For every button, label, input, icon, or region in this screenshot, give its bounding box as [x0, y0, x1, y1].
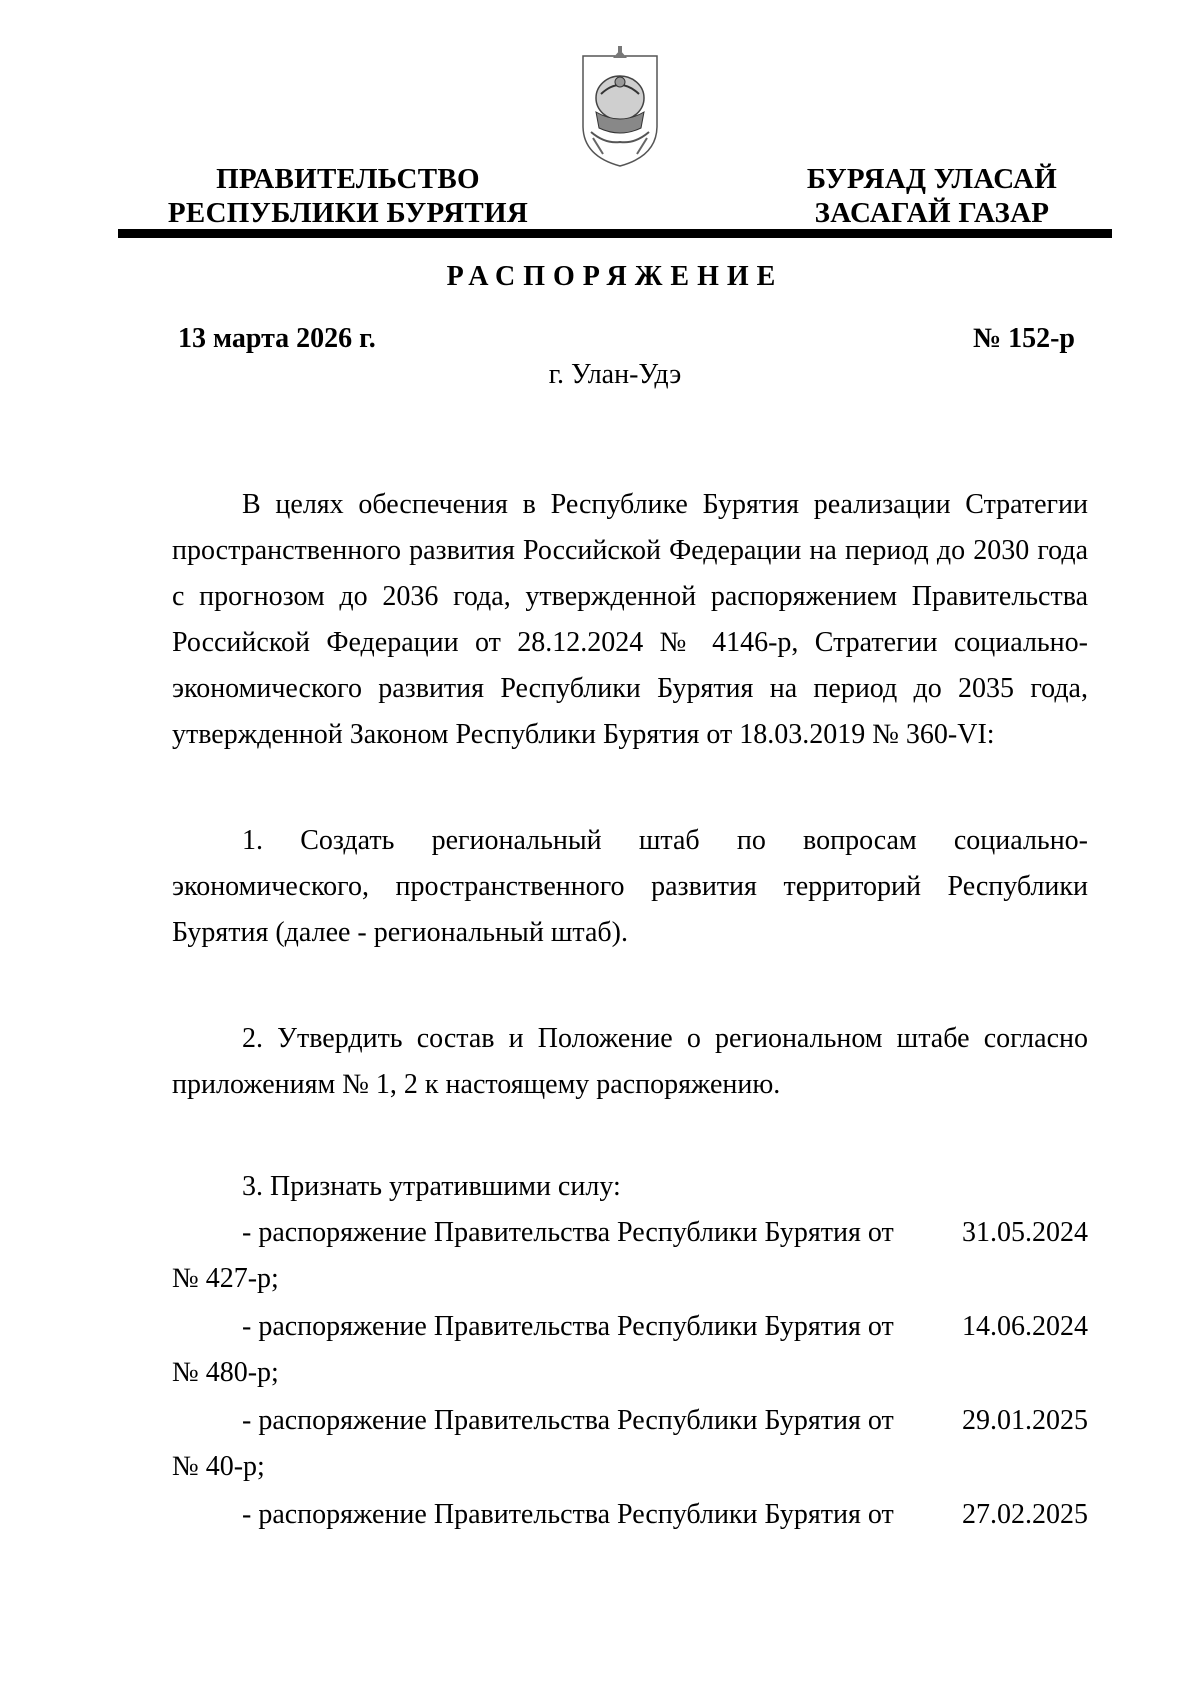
ref-text: - распоряжение Правительства Республики Бурятия от	[242, 1405, 894, 1436]
list-item	[172, 1210, 1088, 1302]
preamble-paragraph: В целях обеспечения в Республике Бурятия реализации Стратегии пространственного развития Российской Федерации на период до 2030 года с прогнозом до 2036 года, утвержденной распоряжением Правительства Российской Федерации от 28.12.2024 № 4146-р, Стратегии социально-экономического развития Республики Бурятия на период до 2035 года, утвержденной Законом Республики Бурятия от 18.03.2019 № 360-VI:	[172, 489, 1088, 750]
header-government-ru	[158, 162, 538, 230]
ref-text: - распоряжение Правительства Республики Бурятия от	[242, 1217, 894, 1248]
header-government-bua	[742, 162, 1122, 230]
ref-text: - распоряжение Правительства Республики Бурятия от	[242, 1499, 894, 1530]
document-date: 13 марта 2026 г.	[178, 323, 376, 354]
document-city: г. Улан-Удэ	[548, 359, 682, 390]
list-item	[172, 1492, 1088, 1538]
header-divider	[118, 229, 1112, 238]
ref-number: № 480-р;	[172, 1357, 279, 1388]
header-left-line2: РЕСПУБЛИКИ БУРЯТИЯ	[167, 197, 529, 229]
document-number: № 152-р	[972, 323, 1075, 354]
repealed-orders-list	[172, 1210, 1088, 1540]
ref-number: № 40-р;	[172, 1451, 265, 1482]
list-item	[172, 1304, 1088, 1396]
header-right-line2: ЗАСАГАЙ ГАЗАР	[814, 197, 1050, 229]
item-1-paragraph: 1. Создать региональный штаб по вопросам социально-экономического, пространственного развития территорий Республики Бурятия (далее - региональный штаб).	[172, 825, 1088, 948]
ref-date: 31.05.2024	[962, 1217, 1088, 1248]
ref-text: - распоряжение Правительства Республики Бурятия от	[242, 1311, 894, 1342]
header-left-line1: ПРАВИТЕЛЬСТВО	[216, 163, 480, 195]
list-item	[172, 1398, 1088, 1490]
document-title: РАСПОРЯЖЕНИЕ	[446, 261, 784, 292]
coat-of-arms-emblem	[579, 46, 661, 170]
ref-number: № 427-р;	[172, 1263, 279, 1294]
item-3-paragraph: 3. Признать утратившими силу:	[242, 1171, 621, 1202]
item-2-paragraph: 2. Утвердить состав и Положение о региональном штабе согласно приложениям № 1, 2 к настоящему распоряжению.	[172, 1023, 1088, 1100]
ref-date: 14.06.2024	[962, 1311, 1088, 1342]
ref-date: 27.02.2025	[962, 1499, 1088, 1530]
header-right-line1: БУРЯАД УЛАСАЙ	[806, 163, 1058, 195]
ref-date: 29.01.2025	[962, 1405, 1088, 1436]
